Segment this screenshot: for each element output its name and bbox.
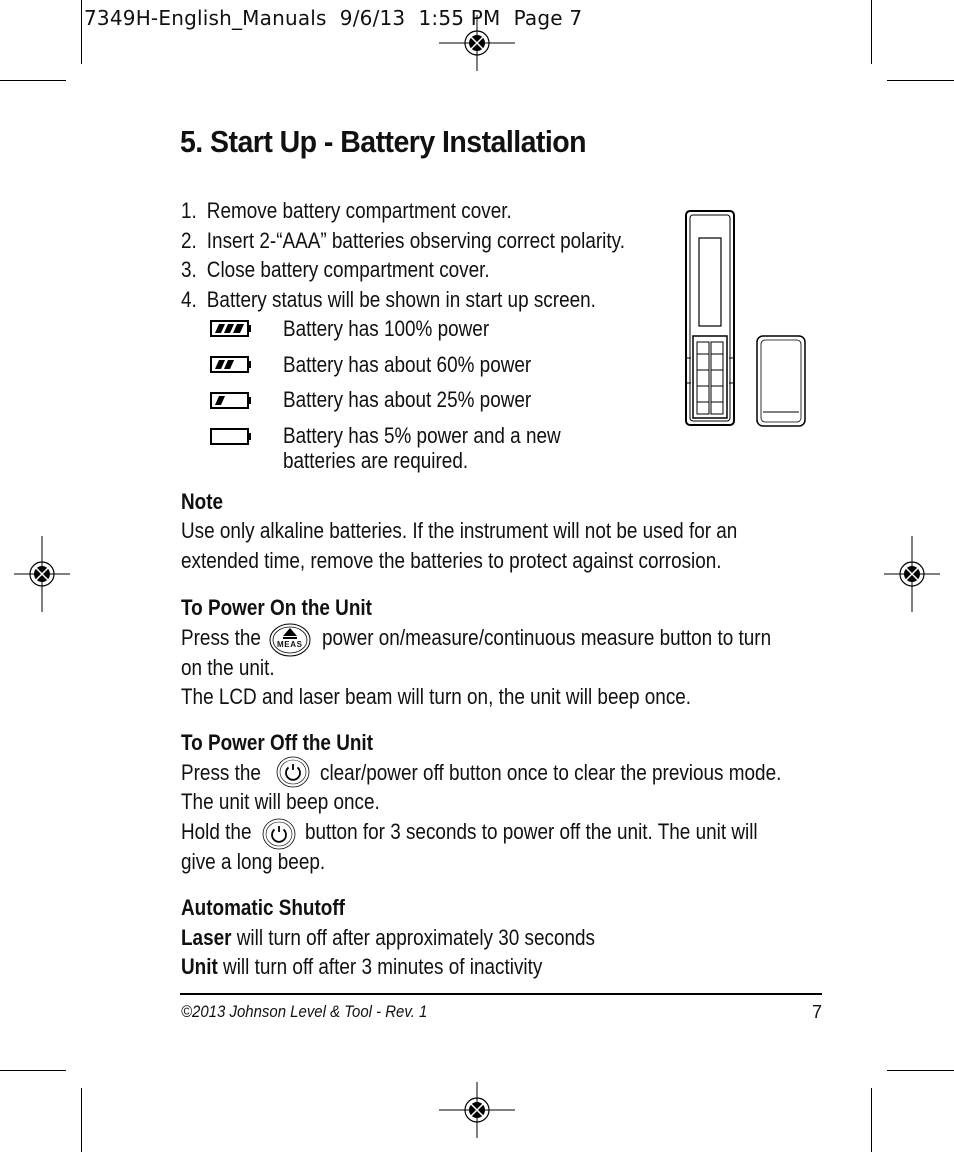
crop-mark — [887, 80, 954, 81]
crop-mark — [0, 80, 66, 81]
auto-shutoff-unit: Unit will turn off after 3 minutes of inactivity — [181, 954, 543, 979]
crop-mark — [871, 1088, 872, 1152]
step-item: 4. Battery status will be shown in start up screen. — [181, 287, 596, 312]
device-battery-illustration — [683, 208, 809, 430]
power-off-text: Press the — [181, 760, 261, 785]
note-text: Use only alkaline batteries. If the instrument will not be used for an — [181, 518, 738, 543]
registration-mark-icon — [439, 1082, 515, 1138]
power-off-text: clear/power off button once to clear the previous mode. — [320, 760, 782, 785]
battery-state-label: batteries are required. — [283, 448, 469, 473]
page-number: 7 — [812, 1002, 823, 1022]
crop-mark — [81, 1088, 82, 1152]
power-button-icon — [262, 818, 296, 850]
footer-divider — [180, 993, 822, 995]
power-on-heading: To Power On the Unit — [181, 595, 372, 620]
power-on-text: power on/measure/continuous measure button to turn — [322, 625, 772, 650]
step-item: 2. Insert 2-“AAA” batteries observing correct polarity. — [181, 228, 625, 253]
crop-mark — [887, 1070, 954, 1071]
crop-mark — [81, 0, 82, 64]
auto-shutoff-heading: Automatic Shutoff — [181, 895, 345, 920]
power-off-text: Hold the — [181, 819, 252, 844]
battery-full-icon — [210, 320, 252, 337]
registration-mark-icon — [884, 536, 940, 612]
registration-mark-icon — [439, 15, 515, 71]
power-off-text: The unit will beep once. — [181, 789, 380, 814]
battery-60-icon — [210, 356, 252, 373]
note-heading: Note — [181, 489, 224, 514]
step-item: 3. Close battery compartment cover. — [181, 257, 490, 282]
crop-mark — [0, 1070, 66, 1071]
battery-25-icon — [210, 392, 252, 409]
battery-empty-icon — [210, 428, 252, 445]
meas-button-label: MEAS — [277, 640, 303, 649]
power-on-text: The LCD and laser beam will turn on, the unit will beep once. — [181, 684, 692, 709]
auto-shutoff-laser: Laser will turn off after approximately 30 seconds — [181, 925, 596, 950]
power-off-heading: To Power Off the Unit — [181, 730, 373, 755]
battery-state-label: Battery has about 25% power — [283, 387, 532, 412]
page-title: 5. Start Up - Battery Installation — [180, 124, 586, 159]
note-text: extended time, remove the batteries to protect against corrosion. — [181, 548, 722, 573]
power-on-text: on the unit. — [181, 655, 275, 680]
battery-state-label: Battery has about 60% power — [283, 352, 532, 377]
print-slug: 7349H-English_Manuals 9/6/13 1:55 PM Page 7 — [84, 6, 583, 30]
footer-copyright: ©2013 Johnson Level & Tool - Rev. 1 — [181, 1002, 428, 1021]
power-button-icon — [276, 756, 310, 788]
crop-mark — [871, 0, 872, 64]
battery-state-label: Battery has 5% power and a new — [283, 423, 561, 448]
power-off-text: give a long beep. — [181, 849, 326, 874]
step-item: 1. Remove battery compartment cover. — [181, 198, 512, 223]
registration-mark-icon — [14, 536, 70, 612]
power-on-text: Press the — [181, 625, 261, 650]
power-off-text: button for 3 seconds to power off the unit. The unit will — [305, 819, 758, 844]
battery-state-label: Battery has 100% power — [283, 316, 490, 341]
